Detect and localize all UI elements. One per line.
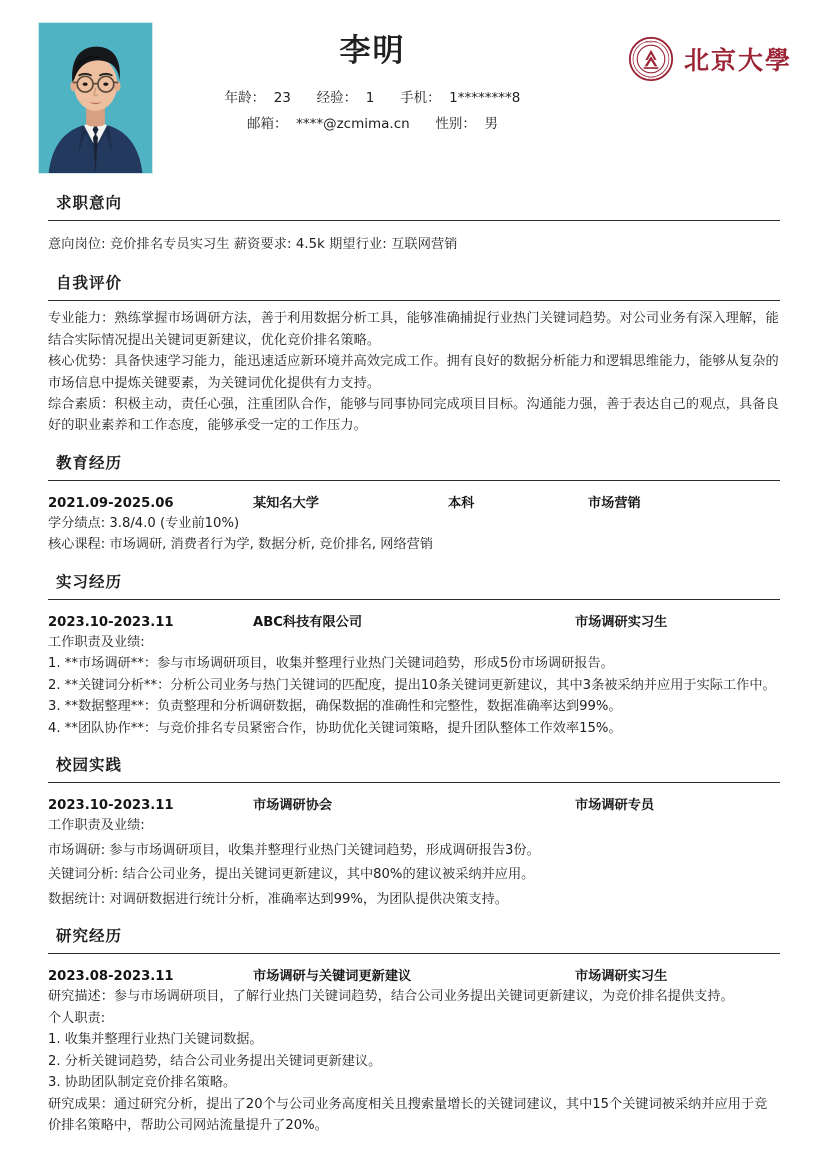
section-title-education: 教育经历 <box>56 453 123 472</box>
research-date: 2023.08-2023.11 <box>48 969 174 985</box>
research-duty-item: 1. 收集并整理行业热门关键词数据。 <box>48 1032 263 1048</box>
profile-photo <box>38 22 153 174</box>
resume-header <box>0 0 820 180</box>
campus-item: 关键词分析: 结合公司业务，提出关键词更新建议，其中80%的建议被采纳并应用。 <box>48 867 535 883</box>
campus-subtitle: 工作职责及业绩: <box>48 818 145 834</box>
internship-role: 市场调研实习生 <box>575 614 668 630</box>
campus-item: 数据统计: 对调研数据进行统计分析，准确率达到99%，为团队提供决策支持。 <box>48 891 508 907</box>
research-duties-label: 个人职责: <box>48 1010 106 1026</box>
research-duty-item: 3. 协助团队制定竞价排名策略。 <box>48 1075 237 1091</box>
section-title-job-intent: 求职意向 <box>56 194 123 212</box>
campus-date: 2023.10-2023.11 <box>48 798 174 814</box>
research-entry-row <box>48 961 780 986</box>
internship-subtitle: 工作职责及业绩: <box>48 634 145 650</box>
campus-role: 市场调研专员 <box>575 798 655 814</box>
peking-university-seal-icon <box>628 36 674 82</box>
section-internship <box>48 558 780 740</box>
section-divider <box>48 220 780 221</box>
section-divider <box>48 953 780 954</box>
section-divider <box>48 300 780 301</box>
profile-photo-illustration <box>39 23 152 173</box>
self-evaluation-paragraph: 综合素质：积极主动，责任心强，注重团队合作，能够与同事协同完成项目目标。沟通能力强，善于表达自己的观点，具备良好的职业素养和工作态度，能够承受一定的工作压力。 <box>48 396 779 434</box>
internship-item: 1. **市场调研**：参与市场调研项目，收集并整理行业热门关键词趋势，形成5份市场调研报告。 <box>48 656 614 672</box>
candidate-name: 李明 <box>339 33 406 69</box>
identity-block <box>153 22 602 137</box>
section-title-campus-practice: 校园实践 <box>56 756 123 775</box>
section-divider <box>48 782 780 783</box>
self-evaluation-paragraph: 核心优势：具备快速学习能力，能迅速适应新环境并高效完成工作。拥有良好的数据分析能力和逻辑思维能力，能够从复杂的市场信息中提炼关键要素，为关键词优化提供有力支持。 <box>48 354 779 391</box>
svg-text:PEKING: PEKING <box>645 39 657 44</box>
education-courses: 核心课程: 市场调研, 消费者行为学, 数据分析, 竞价排名, 网络营销 <box>48 537 434 553</box>
section-job-intent <box>48 182 780 255</box>
internship-company: ABC科技有限公司 <box>253 614 363 630</box>
section-research <box>48 912 780 1137</box>
self-evaluation-paragraph: 专业能力：熟练掌握市场调研方法，善于利用数据分析工具，能够准确捕捉行业热门关键词趋势。对公司业务有深入理解，能结合实际情况提出关键词更新建议，优化竞价排名策略。 <box>48 311 779 348</box>
contact-row-secondary: 邮箱： ****@zcmima.cn 性别： 男 <box>246 116 498 133</box>
education-major: 市场营销 <box>588 495 641 511</box>
section-title-self-evaluation: 自我评价 <box>56 274 123 293</box>
research-outcome: 研究成果：通过研究分析，提出了20个与公司业务高度相关且搜索量增长的关键词建议，其中15个关键词被采纳并应用于竞价排名策略中，帮助公司网站流量提升了20%。 <box>48 1096 768 1134</box>
campus-entry-row <box>48 790 780 815</box>
contact-row-primary: 年龄： 23 经验： 1 手机： 1********8 <box>224 89 521 106</box>
education-entry-row <box>48 488 780 513</box>
research-project: 市场调研与关键词更新建议 <box>253 969 412 985</box>
education-school: 某知名大学 <box>253 495 319 511</box>
internship-entry-row <box>48 607 780 632</box>
education-degree: 本科 <box>448 495 475 511</box>
svg-text:1898: 1898 <box>647 75 655 80</box>
section-education <box>48 439 780 556</box>
research-duty-item: 2. 分析关键词趋势，结合公司业务提出关键词更新建议。 <box>48 1053 382 1069</box>
section-title-research: 研究经历 <box>56 927 123 946</box>
research-role: 市场调研实习生 <box>575 969 668 985</box>
job-intent-line: 意向岗位: 竞价排名专员实习生 薪资要求: 4.5k 期望行业: 互联网营销 <box>48 237 458 252</box>
research-description: 研究描述：参与市场调研项目，了解行业热门关键词趋势，结合公司业务提出关键词更新建议，为竞价排名提供支持。 <box>48 989 734 1005</box>
section-title-internship: 实习经历 <box>56 572 123 591</box>
education-date: 2021.09-2025.06 <box>48 495 174 511</box>
campus-organization: 市场调研协会 <box>253 798 333 814</box>
section-self-evaluation <box>48 257 780 436</box>
internship-item: 4. **团队协作**：与竞价排名专员紧密合作，协助优化关键词策略，提升团队整体工作效率15%。 <box>48 720 622 736</box>
internship-item: 2. **关键词分析**：分析公司业务与热门关键词的匹配度，提出10条关键词更新建议，其中3条被采纳并应用于实际工作中。 <box>48 677 776 693</box>
section-divider <box>48 480 780 481</box>
education-gpa: 学分绩点: 3.8/4.0 (专业前10%) <box>48 515 240 531</box>
section-divider <box>48 599 780 600</box>
university-name: 北京大學 <box>683 46 792 75</box>
internship-item: 3. **数据整理**：负责整理和分析调研数据，确保数据的准确性和完整性，数据准确率达到99%。 <box>48 699 622 715</box>
campus-item: 市场调研: 参与市场调研项目，收集并整理行业热门关键词趋势，形成调研报告3份。 <box>48 842 540 858</box>
internship-date: 2023.10-2023.11 <box>48 614 174 630</box>
university-logo <box>602 22 792 82</box>
section-campus-practice <box>48 741 780 910</box>
